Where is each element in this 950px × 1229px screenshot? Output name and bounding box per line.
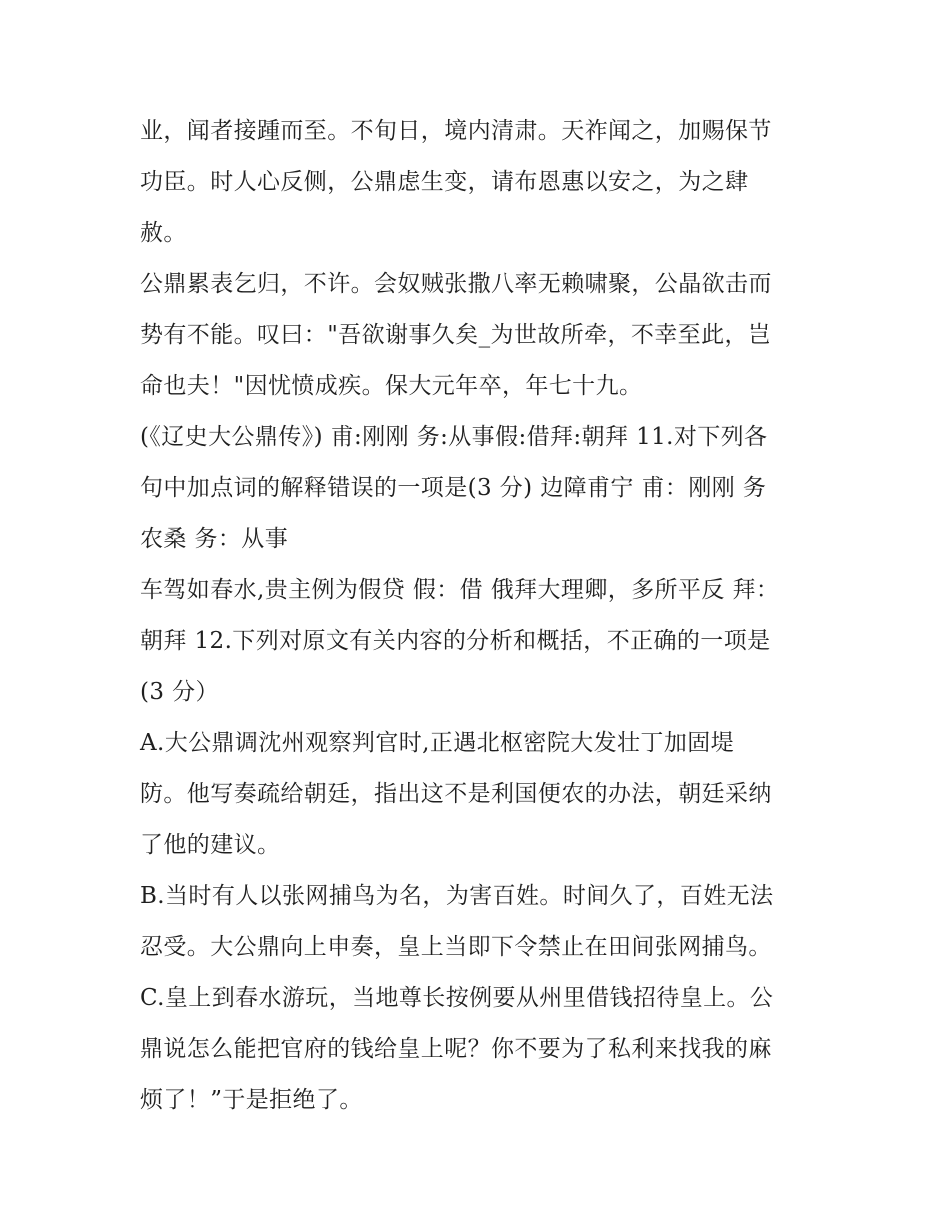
text-line: 车驾如春水,贵主例为假贷 假：借 俄拜大理卿，多所平反 拜：: [140, 577, 780, 603]
text-line: (《辽史大公鼎传》) 甫:刚刚 务:从事假:借拜:朝拜 11.对下列各: [140, 424, 768, 450]
question-option-a-line: A.大公鼎调沈州观察判官时,正遇北枢密院大发壮丁加固堤: [140, 730, 735, 756]
text-line: 烦了！”于是拒绝了。: [140, 1087, 363, 1113]
text-line: 势有不能。叹曰："吾欲谢事久矣_为世故所牵，不幸至此，岂: [140, 322, 772, 348]
text-line: 功臣。时人心反侧，公鼎虑生变，请布恩惠以安之，为之肆: [140, 169, 749, 195]
text-line: 赦。: [140, 220, 187, 246]
text-line: 公鼎累表乞归，不许。会奴贼张撒八率无赖啸聚，公晶欲击而: [140, 271, 772, 297]
text-line: 农桑 务：从事: [140, 526, 289, 552]
question-option-b-line: B.当时有人以张网捕鸟为名，为害百姓。时间久了，百姓无法: [140, 883, 774, 909]
text-line: 业，闻者接踵而至。不旬日，境内清肃。天祚闻之，加赐保节: [140, 118, 772, 144]
text-line: 忍受。大公鼎向上申奏，皇上当即下令禁止在田间张网捕鸟。: [140, 934, 772, 960]
text-line: 鼎说怎么能把官府的钱给皇上呢？你不要为了私利来找我的麻: [140, 1036, 772, 1062]
text-line: 防。他写奏疏给朝廷，指出这不是利国便农的办法，朝廷采纳: [140, 781, 772, 807]
text-line: (3 分）: [140, 679, 219, 705]
document-body: [140, 106, 830, 1126]
question-option-c-line: C.皇上到春水游玩，当地尊长按例要从州里借钱招待皇上。公: [140, 985, 774, 1011]
text-line: 命也夫！"因忧愤成疾。保大元年卒，年七十九。: [140, 373, 643, 399]
text-line: 了他的建议。: [140, 832, 281, 858]
text-line: 朝拜 12.下列对原文有关内容的分析和概括，不正确的一项是: [140, 628, 771, 654]
text-line: 句中加点词的解释错误的一项是(3 分) 边障甫宁 甫：刚刚 务: [140, 475, 767, 501]
